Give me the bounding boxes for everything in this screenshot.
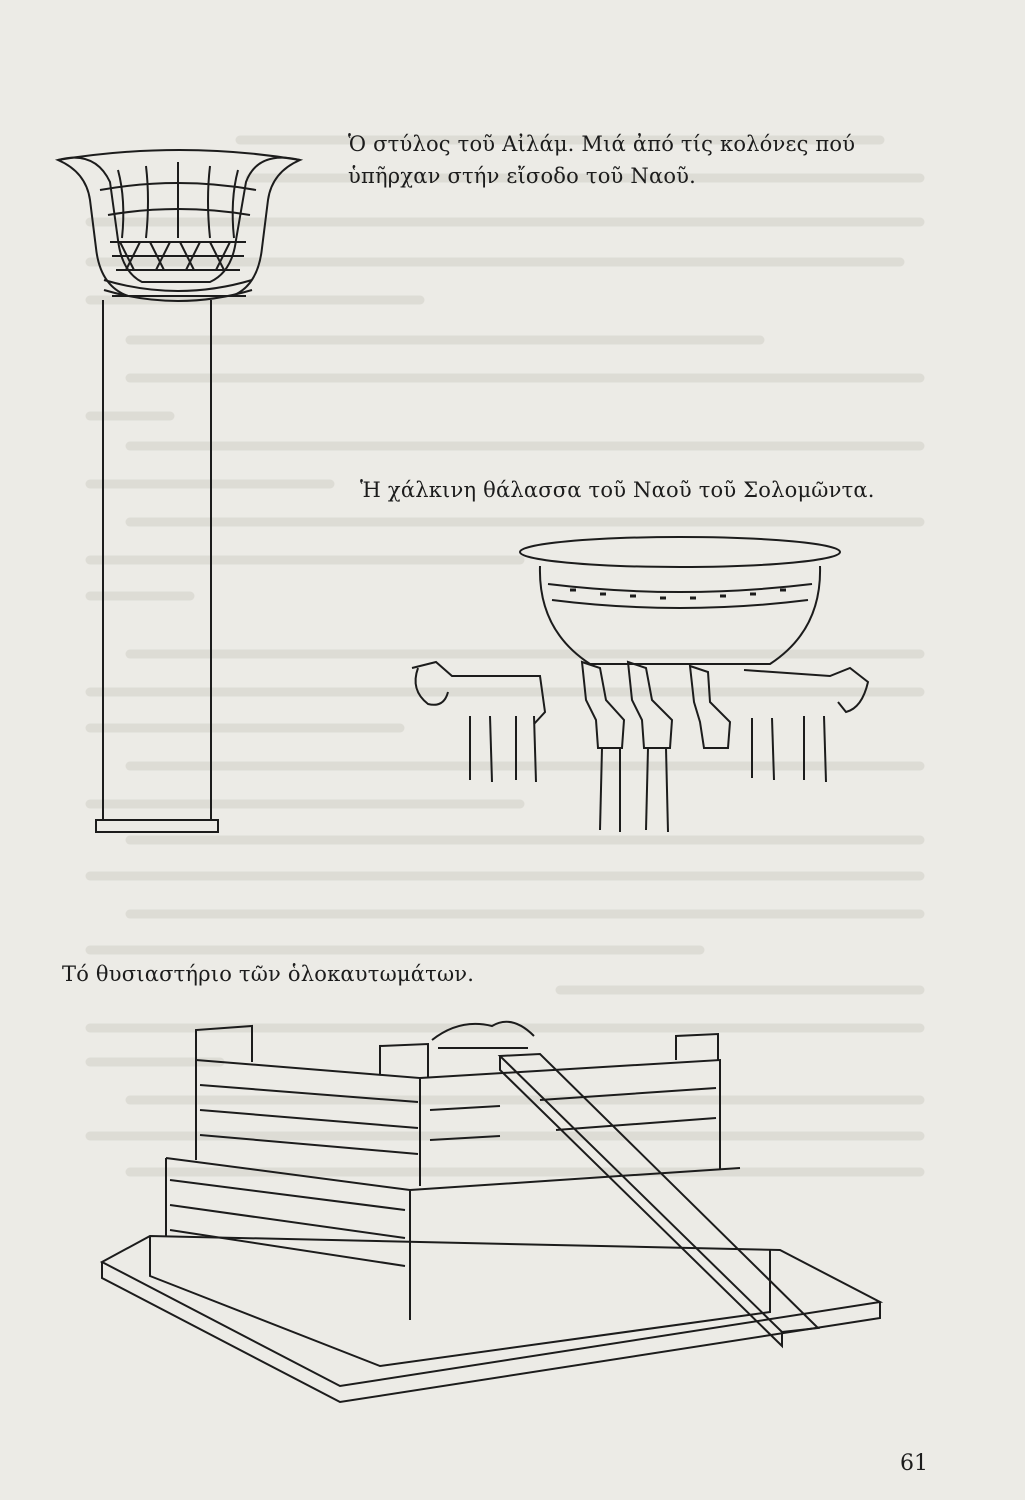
column-caption: Ὁ στύλος τοῦ Αἰλάμ. Μιά ἀπό τίς κολόνες πού ὑπῆρχαν στήν εἴσοδο τοῦ Ναοῦ.	[348, 132, 856, 188]
bronze-sea-caption: Ἡ χάλκινη θάλασσα τοῦ Ναοῦ τοῦ Σολομῶντα.	[360, 478, 875, 502]
altar-caption: Τό θυσιαστήριο τῶν ὁλοκαυτωμάτων.	[62, 962, 475, 986]
page-number: 61	[900, 1451, 928, 1476]
